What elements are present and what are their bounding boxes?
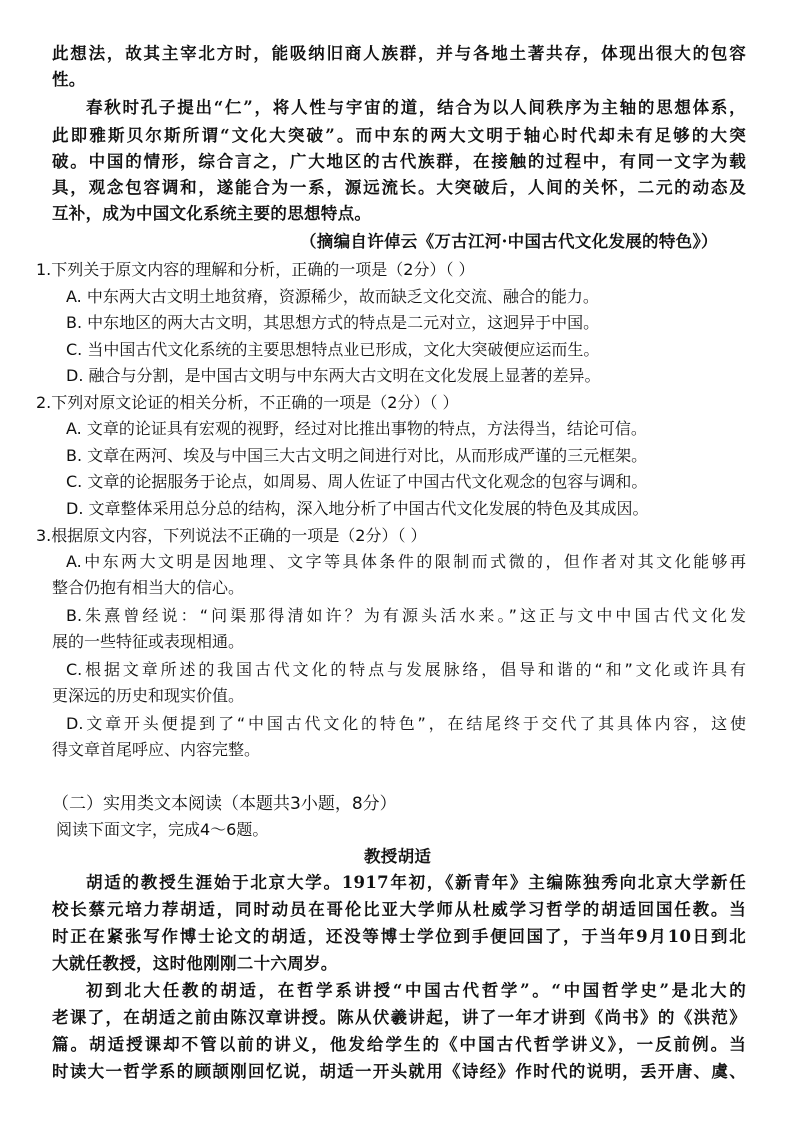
passage1-line-6: 具，观念包容调和，遂能合为一系，源远流长。大突破后，人间的关怀，二元的动态及 [52, 178, 746, 197]
question-1-option-b: B. 中东地区的两大古文明，其思想方式的特点是二元对立，这迥异于中国。 [66, 313, 600, 332]
passage1-line-7: 互补，成为中国文化系统主要的思想特点。 [52, 204, 372, 223]
question-1-option-d: D. 融合与分割，是中国古文明与中东两大古文明在文化发展上显著的差异。 [66, 366, 601, 385]
question-3-option-c-line-1: C.根据文章所述的我国古代文化的特点与发展脉络，倡导和谐的“和”文化或许具有 [66, 660, 746, 679]
question-3-option-b-line-2: 展的一些特征或表现相通。 [52, 632, 245, 651]
article-line-1: 胡适的教授生涯始于北京大学。1917年初，《新青年》主编陈独秀向北京大学新任 [86, 873, 746, 892]
section-2-heading: （二）实用类文本阅读（本题共3小题，8分） [52, 794, 397, 814]
question-2-option-a: A. 文章的论证具有宏观的视野，经过对比推出事物的特点，方法得当，结论可信。 [66, 419, 647, 438]
article-line-5: 初到北大任教的胡适，在哲学系讲授“中国古代哲学”。“中国哲学史”是北大的 [86, 981, 746, 1000]
question-1-option-a: A. 中东两大古文明土地贫瘠，资源稀少，故而缺乏文化交流、融合的能力。 [66, 287, 599, 306]
passage1-line-2: 性。 [52, 70, 86, 89]
question-2-stem: 2.下列对原文论证的相关分析，不正确的一项是（2分）（ ） [36, 393, 459, 412]
question-3-option-d-line-2: 得文章首尾呼应、内容完整。 [52, 740, 261, 759]
question-3-option-c-line-2: 更深远的历史和现实价值。 [52, 686, 245, 705]
article-line-7: 篇。胡适授课却不管以前的讲义，他发给学生的《中国古代哲学讲义》，一反前例。当 [52, 1035, 746, 1054]
question-1-stem: 1.下列关于原文内容的理解和分析，正确的一项是（2分）（ ） [36, 260, 475, 279]
question-2-option-c: C. 文章的论据服务于论点，如周易、周人佐证了中国古代文化观念的包容与调和。 [66, 472, 648, 491]
question-3-option-d-line-1: D.文章开头便提到了“中国古代文化的特色”，在结尾终于交代了其具体内容，这使 [66, 714, 746, 733]
passage1-line-3: 春秋时孔子提出“仁”，将人性与宇宙的道，结合为以人间秩序为主轴的思想体系， [86, 98, 746, 117]
article-line-3: 时正在紧张写作博士论文的胡适，还没等博士学位到手便回国了，于当年9月10日到北 [52, 927, 746, 946]
question-2-option-d: D. 文章整体采用总分总的结构，深入地分析了中国古代文化发展的特色及其成因。 [66, 499, 649, 518]
article-line-4: 大就任教授，这时他刚刚二十六周岁。 [52, 954, 338, 973]
section-2-instruction: 阅读下面文字，完成4～6题。 [56, 820, 269, 839]
question-3-option-a-line-1: A.中东两大文明是因地理、文字等具体条件的限制而式微的，但作者对其文化能够再 [66, 552, 746, 571]
question-3-option-a-line-2: 整合仍抱有相当大的信心。 [52, 578, 245, 597]
article-line-2: 校长蔡元培力荐胡适，同时动员在哥伦比亚大学师从杜威学习哲学的胡适回国任教。当 [52, 900, 746, 919]
passage1-source: （摘编自许倬云《万古江河·中国古代文化发展的特色》） [300, 232, 718, 251]
question-3-option-b-line-1: B.朱熹曾经说：“问渠那得清如许？为有源头活水来。”这正与文中中国古代文化发 [66, 606, 746, 625]
article-line-8: 时读大一哲学系的顾颉刚回忆说，胡适一开头就用《诗经》作时代的说明，丢开唐、虞、 [52, 1062, 746, 1081]
question-1-option-c: C. 当中国古代文化系统的主要思想特点业已形成，文化大突破便应运而生。 [66, 340, 600, 359]
question-2-option-b: B. 文章在两河、埃及与中国三大古文明之间进行对比，从而形成严谨的三元框架。 [66, 446, 648, 465]
passage1-line-5: 破。中国的情形，综合言之，广大地区的古代族群，在接触的过程中，有同一文字为载 [52, 152, 746, 171]
question-3-stem: 3.根据原文内容，下列说法不正确的一项是（2分）（ ） [36, 526, 427, 545]
article-line-6: 老课了，在胡适之前由陈汉章讲授。陈从伏羲讲起，讲了一年才讲到《尚书》的《洪范》 [52, 1008, 746, 1027]
article-title: 教授胡适 [364, 847, 432, 866]
passage1-line-1: 此想法，故其主宰北方时，能吸纳旧商人族群，并与各地土著共存，体现出很大的包容 [52, 44, 746, 63]
passage1-line-4: 此即雅斯贝尔斯所谓“文化大突破”。而中东的两大文明于轴心时代却未有足够的大突 [52, 126, 746, 145]
